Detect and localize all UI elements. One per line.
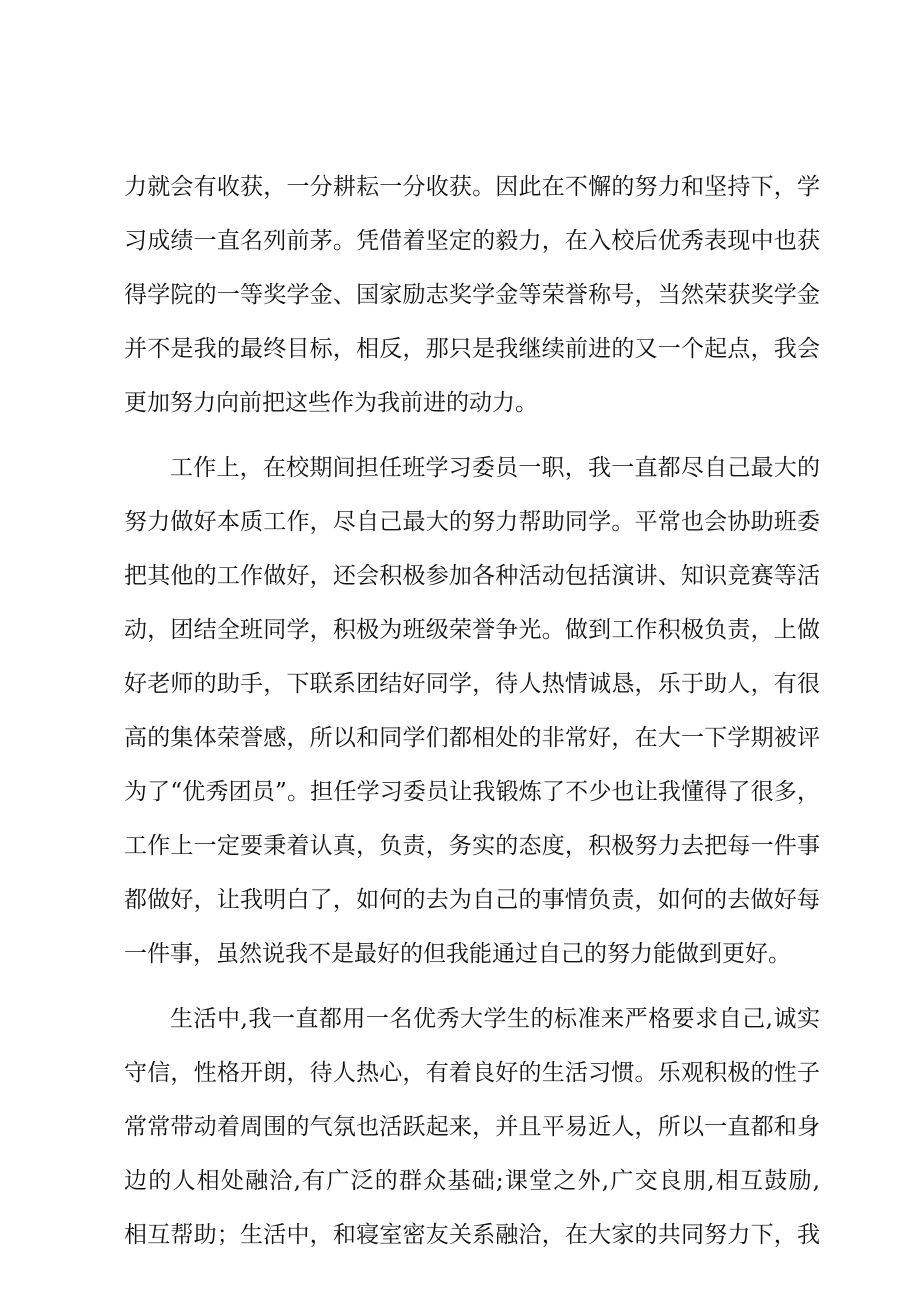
text-line: 一件事，虽然说我不是最好的但我能通过自己的努力能做到更好。 [124,941,791,967]
text-line: 好老师的助手，下联系团结好同学，待人热情诚恳，乐于助人，有很 [124,671,820,697]
text-line: 力就会有收获，一分耕耘一分收获。因此在不懈的努力和坚持下，学 [124,174,820,200]
text-line: 守信，性格开朗，待人热心，有着良好的生活习惯。乐观积极的性子 [124,1060,820,1086]
text-line: 生活中,我一直都用一名优秀大学生的标准来严格要求自己,诚实 [170,1006,820,1032]
text-line: 高的集体荣誉感，所以和同学们都相处的非常好，在大一下学期被评 [124,725,820,751]
paragraph-achievements [124,160,820,430]
text-line: 动，团结全班同学，积极为班级荣誉争光。做到工作积极负责，上做 [124,617,820,643]
text-line: 习成绩一直名列前茅。凭借着坚定的毅力，在入校后优秀表现中也获 [124,228,820,254]
text-line: 常常带动着周围的气氛也活跃起来，并且平易近人，所以一直都和身 [124,1114,820,1140]
text-line: 都做好，让我明白了，如何的去为自己的事情负责，如何的去做好每 [124,887,820,913]
paragraph-work [124,441,820,981]
text-line: 得学院的一等奖学金、国家励志奖学金等荣誉称号，当然荣获奖学金 [124,282,820,308]
text-line: 并不是我的最终目标，相反，那只是我继续前进的又一个起点，我会 [124,336,820,362]
document-body [124,160,820,1262]
text-line: 相互帮助；生活中，和寝室密友关系融洽，在大家的共同努力下，我 [124,1222,820,1248]
paragraph-life [124,992,820,1262]
text-line: 工作上，在校期间担任班学习委员一职，我一直都尽自己最大的 [170,455,820,481]
text-line: 为了“优秀团员”。担任学习委员让我锻炼了不少也让我懂得了很多， [124,779,820,805]
text-line: 努力做好本质工作，尽自己最大的努力帮助同学。平常也会协助班委 [124,509,820,535]
text-line: 更加努力向前把这些作为我前进的动力。 [124,390,538,416]
text-line: 边的人相处融洽,有广泛的群众基础;课堂之外,广交良朋,相互鼓励, [124,1168,820,1194]
text-line: 把其他的工作做好，还会积极参加各种活动包括演讲、知识竞赛等活 [124,563,820,589]
text-line: 工作上一定要秉着认真，负责，务实的态度，积极努力去把每一件事 [124,833,820,859]
